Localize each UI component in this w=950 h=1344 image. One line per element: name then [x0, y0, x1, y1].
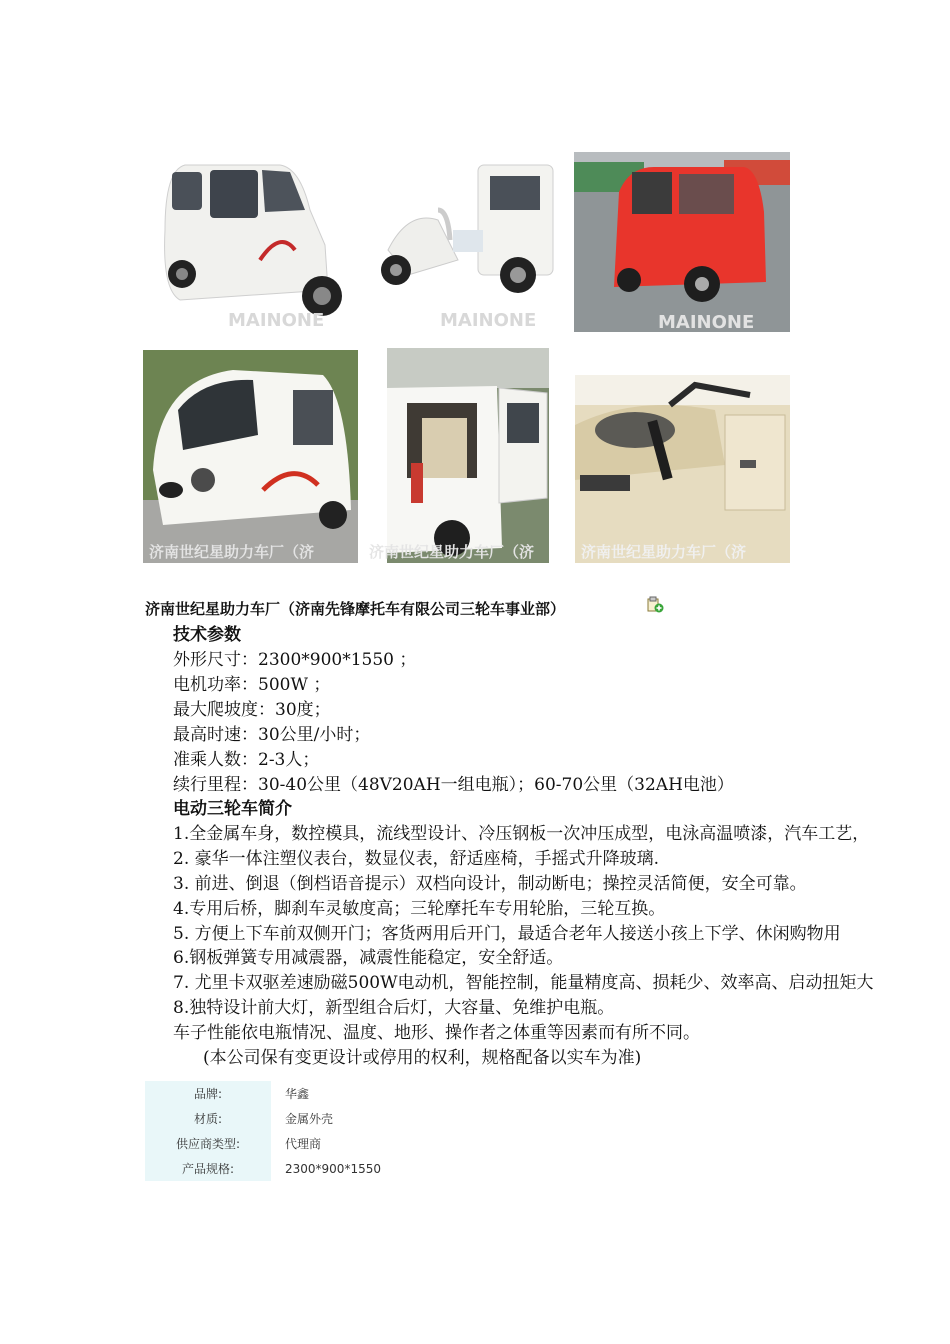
add-to-cart-icon[interactable]	[646, 596, 664, 614]
attr-label: 品牌:	[145, 1081, 271, 1106]
watermark-brand-3: MAINONE	[658, 312, 755, 333]
product-attributes-table	[145, 1081, 395, 1181]
watermark-factory: 济南世纪星助力车厂（济	[149, 543, 315, 561]
specs-heading: 技术参数	[173, 625, 241, 645]
intro-heading: 电动三轮车简介	[173, 799, 292, 819]
table-row	[145, 1131, 395, 1156]
attr-label: 供应商类型:	[145, 1131, 271, 1156]
attr-value: 金属外壳	[285, 1112, 334, 1126]
attr-value: 代理商	[285, 1137, 322, 1151]
spec-line: 最高时速：30公里/小时；	[173, 725, 371, 745]
intro-line: 1.全金属车身，数控模具，流线型设计、冷压钢板一次冲压成型，电泳高温喷漆，汽车工艺，	[173, 824, 870, 844]
spec-line: 电机功率：500W ；	[173, 675, 331, 695]
photo-tricycle-doors-open	[369, 348, 549, 563]
spec-line: 准乘人数：2-3人；	[173, 750, 320, 770]
intro-line: 3. 前进、倒退（倒档语音提示）双档向设计，制动断电；操控灵活简便，安全可靠。	[173, 874, 807, 894]
spec-line: 最大爬坡度：30度；	[173, 700, 331, 720]
intro-line: 7. 尤里卡双驱差速励磁500W电动机，智能控制，能量精度高、损耗少、效率高、启动扭矩大	[173, 973, 874, 993]
attr-label: 产品规格:	[145, 1156, 271, 1181]
photo-white-tricycle-open	[368, 150, 563, 330]
watermark-factory-3: 济南世纪星助力车厂（济	[581, 543, 747, 561]
photo-interior-dashboard	[575, 375, 790, 563]
watermark-factory-2: 济南世纪星助力车厂（济	[369, 543, 535, 561]
intro-line: 车子性能依电瓶情况、温度、地形、操作者之体重等因素而有所不同。	[173, 1023, 700, 1043]
attr-value: 2300*900*1550	[285, 1161, 381, 1176]
table-row	[145, 1081, 395, 1106]
spec-line: 续行里程：30-40公里（48V20AH一组电瓶）；60-70公里（32AH电池）	[173, 775, 734, 795]
intro-line: 5. 方便上下车前双侧开门；客货两用后开门，最适合老年人接送小孩上下学、休闲购物用	[173, 924, 841, 944]
table-row	[145, 1156, 395, 1181]
intro-line: 6.钢板弹簧专用减震器，减震性能稳定，安全舒适。	[173, 948, 564, 968]
intro-line: 2. 豪华一体注塑仪表台，数显仪表，舒适座椅，手摇式升降玻璃.	[173, 849, 660, 869]
attr-label: 材质:	[145, 1106, 271, 1131]
intro-line: 4.专用后桥，脚刹车灵敏度高；三轮摩托车专用轮胎，三轮互换。	[173, 899, 666, 919]
photo-red-tricycle	[574, 152, 790, 332]
company-name: 济南世纪星助力车厂（济南先锋摩托车有限公司三轮车事业部）	[145, 600, 566, 618]
photo-white-tricycle-side	[150, 150, 350, 330]
table-row	[145, 1106, 395, 1131]
attr-value: 华鑫	[285, 1087, 310, 1101]
spec-line: 外形尺寸：2300*900*1550 ；	[173, 650, 417, 670]
watermark-brand: MAINONE	[228, 310, 325, 331]
watermark-brand-2: MAINONE	[440, 310, 537, 331]
intro-line: 8.独特设计前大灯，新型组合后灯，大容量、免维护电瓶。	[173, 998, 615, 1018]
photo-white-tricycle-front	[143, 350, 358, 563]
disclaimer-note: (本公司保有变更设计或停用的权利，规格配备以实车为准)	[203, 1048, 642, 1068]
